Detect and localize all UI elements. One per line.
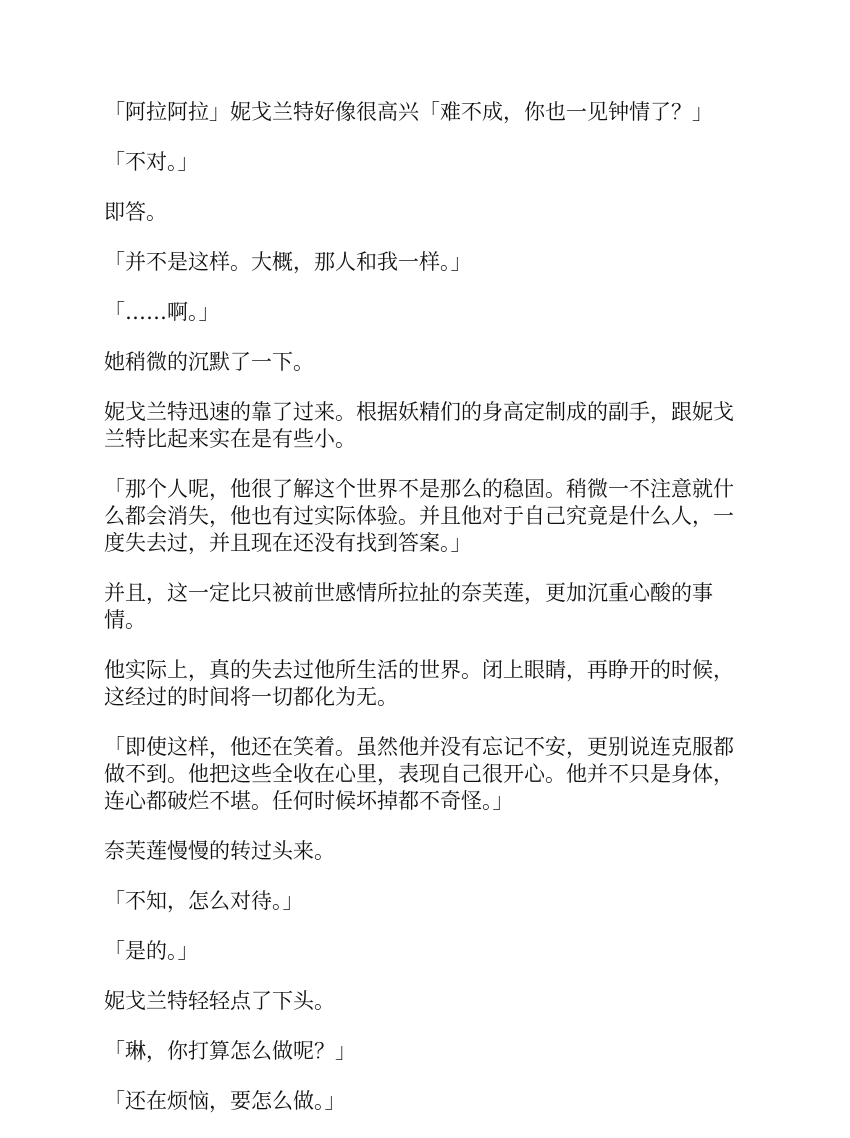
paragraph: 奈芙莲慢慢的转过头来。 [104,839,335,863]
paragraph: 「并不是这样。大概，那人和我一样。」 [104,250,472,274]
paragraph: 「是的。」 [104,939,199,963]
paragraph: 「不知，怎么对待。」 [104,889,304,913]
paragraph: 即答。 [104,200,167,224]
paragraph: 「不对。」 [104,150,199,174]
paragraph: 「阿拉阿拉」妮戈兰特好像很高兴「难不成，你也一见钟情了？」 [104,100,713,124]
paragraph: 并且，这一定比只被前世感情所拉扯的奈芙莲，更加沉重心酸的事情。 [104,581,713,632]
paragraph: 「即使这样，他还在笑着。虽然他并没有忘记不安，更别说连克服都做不到。他把这些全收在心里，表现自己很开心。他并不只是身体，连心都破烂不堪。任何时候坏掉都不奇怪。」 [104,735,734,813]
paragraph: 他实际上，真的失去过他所生活的世界。闭上眼睛，再睁开的时候，这经过的时间将一切都化为无。 [104,658,734,709]
paragraph: 她稍微的沉默了一下。 [104,350,314,374]
paragraph: 「……啊。」 [104,300,220,324]
paragraph: 「还在烦恼，要怎么做。」 [104,1089,346,1113]
paragraph: 妮戈兰特迅速的靠了过来。根据妖精们的身高定制成的副手，跟妮戈兰特比起来实在是有些小。 [104,400,734,451]
document-body [104,99,752,1138]
paragraph: 「琳，你打算怎么做呢？」 [104,1039,356,1063]
paragraph: 妮戈兰特轻轻点了下头。 [104,989,335,1013]
paragraph: 「那个人呢，他很了解这个世界不是那么的稳固。稍微一不注意就什么都会消失，他也有过实际体验。并且他对于自己究竟是什么人，一度失去过，并且现在还没有找到答案。」 [104,477,734,555]
